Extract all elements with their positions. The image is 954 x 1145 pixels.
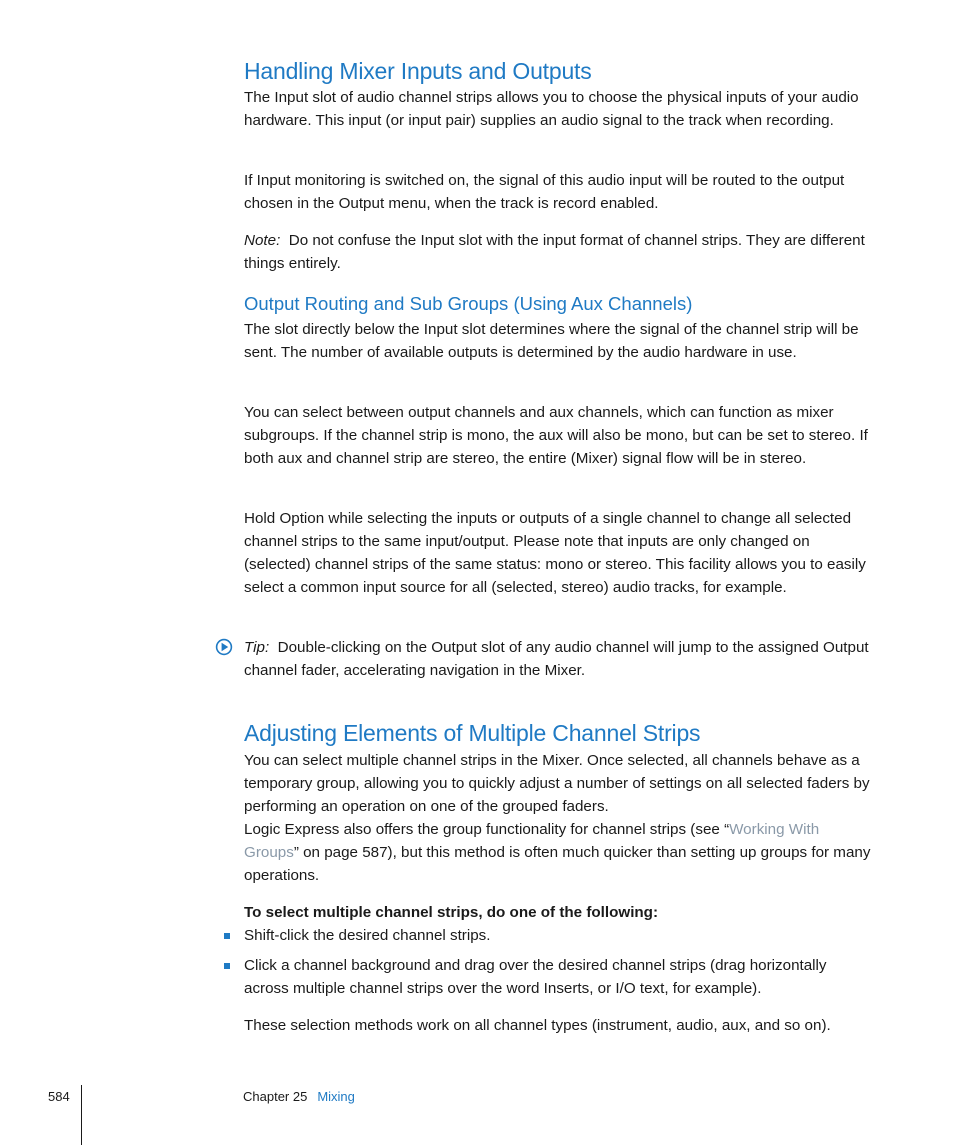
paragraph-with-link: Logic Express also offers the group functionality for channel strips (see “Working With Groups” on page 587), but this method is often much quicker than setting up groups for many operations. <box>244 821 871 884</box>
list-item: Click a channel background and drag over the desired channel strips (drag horizontally across multiple channel strips over the word Inserts, or I/O text, for example). <box>244 957 827 997</box>
instruction-heading: To select multiple channel strips, do one of the following: <box>244 904 659 921</box>
chapter-footer <box>243 1089 355 1104</box>
paragraph: You can select multiple channel strips in the Mixer. Once selected, all channels behave as a temporary group, allowing you to quickly adjust a number of settings on all selected faders by performing an operation on one of the grouped faders. <box>244 752 870 815</box>
footer-divider <box>81 1085 82 1145</box>
tip-text: Double-clicking on the Output slot of any audio channel will jump to the assigned Output channel fader, accelerating navigation in the Mixer. <box>244 639 869 679</box>
paragraph: You can select between output channels and aux channels, which can function as mixer subgroups. If the channel strip is mono, the aux will also be mono, but can be set to stereo. If both aux and channel strip are stereo, the entire (Mixer) signal flow will be in stereo. <box>244 404 868 467</box>
paragraph: The Input slot of audio channel strips allows you to choose the physical inputs of your audio hardware. This input (or input pair) supplies an audio signal to the track when recording. <box>244 89 859 129</box>
section-title-handling-mixer: Handling Mixer Inputs and Outputs <box>244 58 592 84</box>
paragraph: If Input monitoring is switched on, the signal of this audio input will be routed to the output chosen in the Output menu, when the track is record enabled. <box>244 172 845 212</box>
tip-label: Tip: <box>244 639 270 656</box>
chapter-label: Chapter 25 <box>243 1089 308 1104</box>
tip-paragraph <box>244 636 874 682</box>
square-bullet-icon <box>224 933 230 939</box>
note-paragraph <box>244 229 874 275</box>
subsection-title-output-routing: Output Routing and Sub Groups (Using Aux Channels) <box>244 293 693 314</box>
square-bullet-icon <box>224 963 230 969</box>
paragraph: The slot directly below the Input slot determines where the signal of the channel strip will be sent. The number of available outputs is determined by the audio hardware in use. <box>244 321 859 361</box>
working-with-groups-link[interactable]: Working With Groups <box>244 821 820 861</box>
note-label: Note: <box>244 232 281 249</box>
list-item: Shift-click the desired channel strips. <box>244 927 491 944</box>
tip-arrow-icon <box>215 638 233 656</box>
page-number: 584 <box>48 1089 70 1104</box>
chapter-section-link[interactable]: Mixing <box>317 1089 355 1104</box>
section-title-adjusting-elements: Adjusting Elements of Multiple Channel Strips <box>244 720 701 746</box>
paragraph: These selection methods work on all channel types (instrument, audio, aux, and so on). <box>244 1017 831 1034</box>
note-text: Do not confuse the Input slot with the input format of channel strips. They are different things entirely. <box>244 232 865 272</box>
paragraph: Hold Option while selecting the inputs or outputs of a single channel to change all selected channel strips to the same input/output. Please note that inputs are only changed on (selected) channel strips of the same status: mono or stereo. This facility allows you to easily select a common input source for all (selected, stereo) audio tracks, for example. <box>244 510 866 596</box>
